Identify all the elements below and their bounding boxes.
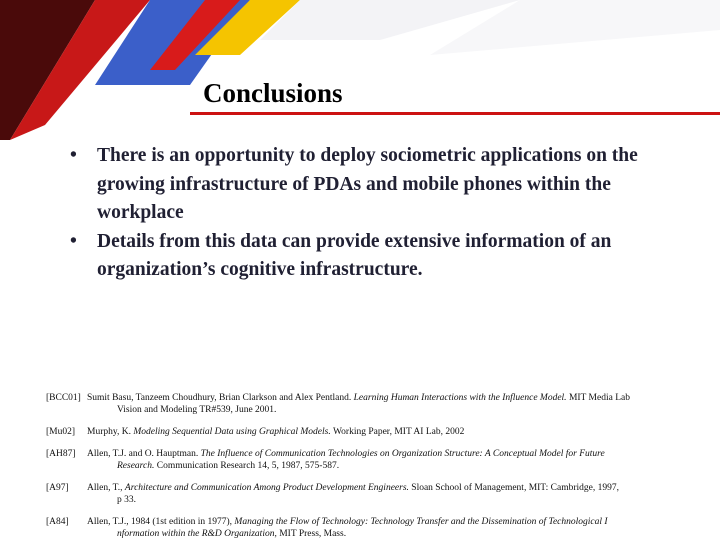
reference-title: Learning Human Interactions with the Influence Model. [353,393,567,403]
reference-authors: Allen, T.J. and O. Hauptman. [87,449,199,459]
reference-key: [AH87] [46,449,76,459]
reference-source: Sloan School of Management, MIT: Cambridge, 1997, [411,483,619,493]
decorative-stripes [0,0,720,140]
reference-continuation [87,528,686,540]
reference-source: MIT Media Lab [568,393,630,403]
bullet-list [70,142,690,285]
bullet-icon: • [70,145,77,166]
reference-text [87,516,686,540]
bullet-item [70,142,690,228]
bullet-icon: • [70,230,77,252]
reference-item [46,448,686,472]
references [46,392,686,540]
reference-key: [A84] [46,517,69,527]
reference-item [46,426,686,438]
reference-title-cont: Research. [117,461,155,471]
title-underline [190,112,720,115]
reference-text [87,392,686,416]
reference-text [87,426,686,438]
reference-key: [Mu02] [46,427,76,437]
reference-key: [BCC01] [46,393,81,403]
reference-title: Architecture and Communication Among Product Development Engineers. [124,483,409,493]
bullet-item [70,228,690,285]
reference-title: Modeling Sequential Data using Graphical Models. [133,427,331,437]
reference-item [46,516,686,540]
reference-continuation: p 33. [117,495,136,505]
reference-source: MIT Press, Mass. [279,529,347,539]
slide-title: Conclusions [203,78,343,108]
reference-continuation [87,460,686,472]
reference-item [46,392,686,416]
reference-authors: Sumit Basu, Tanzeem Choudhury, Brian Clarkson and Alex Pentland. [87,393,352,403]
reference-source: Working Paper, MIT AI Lab, 2002 [332,427,465,437]
reference-text [87,482,686,506]
reference-authors: Allen, T., [87,483,125,493]
reference-authors: Allen, T.J., 1984 (1st edition in 1977), [87,517,233,527]
reference-continuation: Vision and Modeling TR#539, June 2001. [117,405,277,415]
reference-title-cont: nformation within the R&D Organization, [117,529,277,539]
reference-item [46,482,686,506]
reference-source: Communication Research 14, 5, 1987, 575-587. [156,461,340,471]
reference-authors: Murphy, K. [87,427,131,437]
reference-key: [A97] [46,483,69,493]
reference-title: Managing the Flow of Technology: Technology Transfer and the Dissemination of Technological I [234,517,608,527]
reference-text [87,448,686,472]
bullet-text: Details from this data can provide extensive information of an organization’s cognitive infrastructure. [97,230,612,280]
bullet-text: There is an opportunity to deploy sociometric applications on the growing infrastructure of PDAs and mobile phones within the workplace [97,145,638,223]
reference-title: The Influence of Communication Technologies on Organization Structure: A Conceptual Model for Future [200,449,605,459]
